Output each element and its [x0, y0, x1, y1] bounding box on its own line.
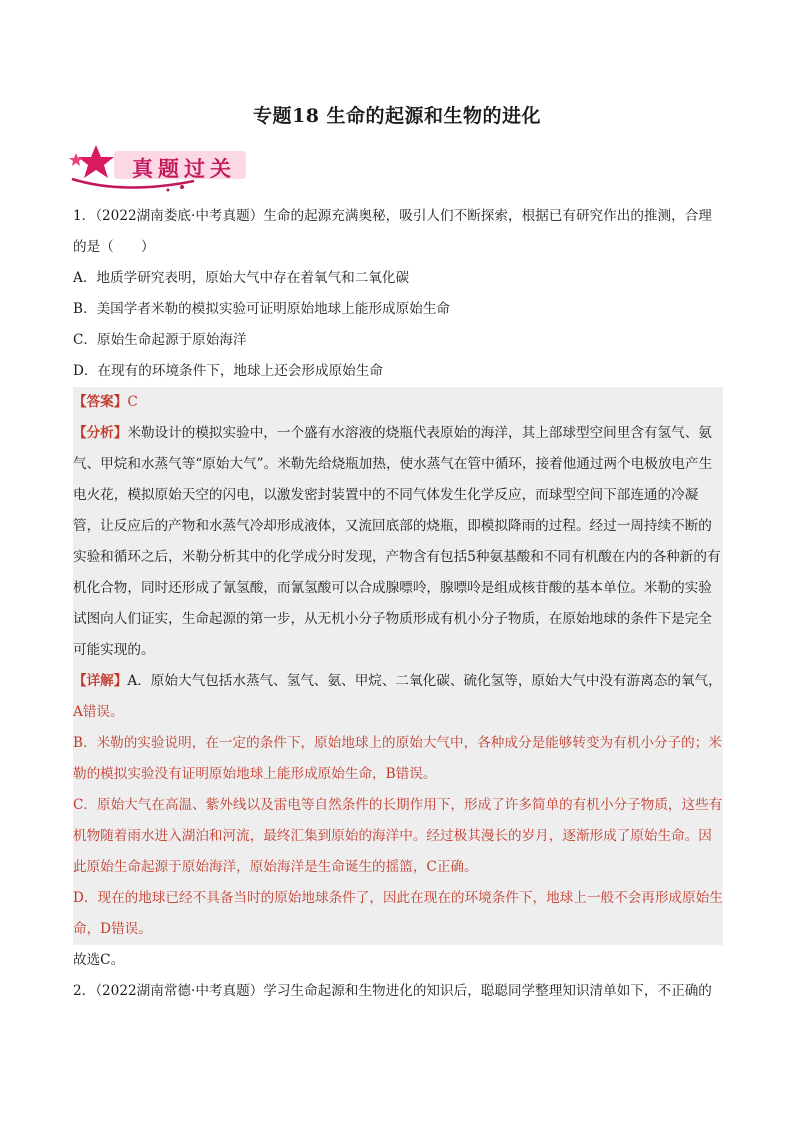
detail-d-paragraph: D．现在的地球已经不具备当时的原始地球条件了，因此在现在的环境条件下，地球上一般不会再形成原始生命，D错误。	[73, 890, 723, 937]
detail-a-paragraph	[73, 666, 723, 728]
page-title: 专题18 生命的起源和生物的进化	[252, 105, 542, 127]
answer-value: C	[127, 394, 138, 410]
conclusion: 故选C。	[73, 952, 125, 968]
question-1-option-c: C．原始生命起源于原始海洋	[73, 332, 247, 348]
question-2-stem: 2．（2022湖南常德·中考真题）学习生命起源和生物进化的知识后，聪聪同学整理知识清单如下，不正确的	[73, 983, 712, 999]
question-content	[73, 201, 723, 1007]
analysis-text: 米勒设计的模拟实验中，一个盛有水溶液的烧瓶代表原始的海洋，其上部球型空间里含有氢气、氨气、甲烷和水蒸气等“原始大气”。米勒先给烧瓶加热，使水蒸气在管中循环，接着他通过两个电极放电产生电火花，模拟原始天空的闪电，以激发密封装置中的不同气体发生化学反应，而球型空间下部连通的冷凝管，让反应后的产物和水蒸气冷却形成液体，又流回底部的烧瓶，即模拟降雨的过程。经过一周持续不断的实验和循环之后，米勒分析其中的化学成分时发现，产物含有包括5种氨基酸和不同有机酸在内的各种新的有机化合物，同时还形成了氰氢酸，而氰氢酸可以合成腺嘌呤，腺嘌呤是组成核苷酸的基本单位。米勒的实验试图向人们证实，生命起源的第一步，从无机小分子物质形成有机小分子物质，在原始地球的条件下是完全可能实现的。	[73, 425, 721, 658]
question-1-option-b: B．美国学者米勒的模拟实验可证明原始地球上能形成原始生命	[73, 301, 451, 317]
analysis-tag: 【分析】	[73, 425, 128, 441]
analysis-paragraph	[73, 418, 723, 666]
answer-tag: 【答案】	[73, 394, 128, 410]
answer-explanation-block	[73, 387, 723, 945]
detail-tag: 【详解】	[73, 673, 128, 689]
detail-b-paragraph: B．米勒的实验说明，在一定的条件下，原始地球上的原始大气中，各种成分是能够转变为有机小分子的；米勒的模拟实验没有证明原始地球上能形成原始生命，B错误。	[73, 735, 722, 782]
banner-label: 真题过关	[132, 157, 236, 181]
detail-a-end: A错误。	[73, 704, 124, 720]
question-1-option-a: A．地质学研究表明，原始大气中存在着氧气和二氧化碳	[73, 270, 410, 286]
detail-c-paragraph: C．原始大气在高温、紫外线以及雷电等自然条件的长期作用下，形成了许多简单的有机小分子物质，这些有机物随着雨水进入湖泊和河流，最终汇集到原始的海洋中。经过极其漫长的岁月，逐渐形成了原始生命。因此原始生命起源于原始海洋，原始海洋是生命诞生的摇篮，C正确。	[73, 797, 723, 875]
detail-a-text: A．原始大气包括水蒸气、氢气、氨、甲烷、二氧化碳、硫化氢等，原始大气中没有游离态的氧气，	[127, 673, 722, 689]
answer-line	[73, 387, 723, 418]
section-banner	[64, 143, 254, 193]
question-1-option-d: D．在现有的环境条件下，地球上还会形成原始生命	[73, 363, 383, 379]
question-1-stem: 1．（2022湖南娄底·中考真题）生命的起源充满奥秘，吸引人们不断探索，根据已有研究作出的推测，合理的是（ ）	[73, 208, 712, 255]
